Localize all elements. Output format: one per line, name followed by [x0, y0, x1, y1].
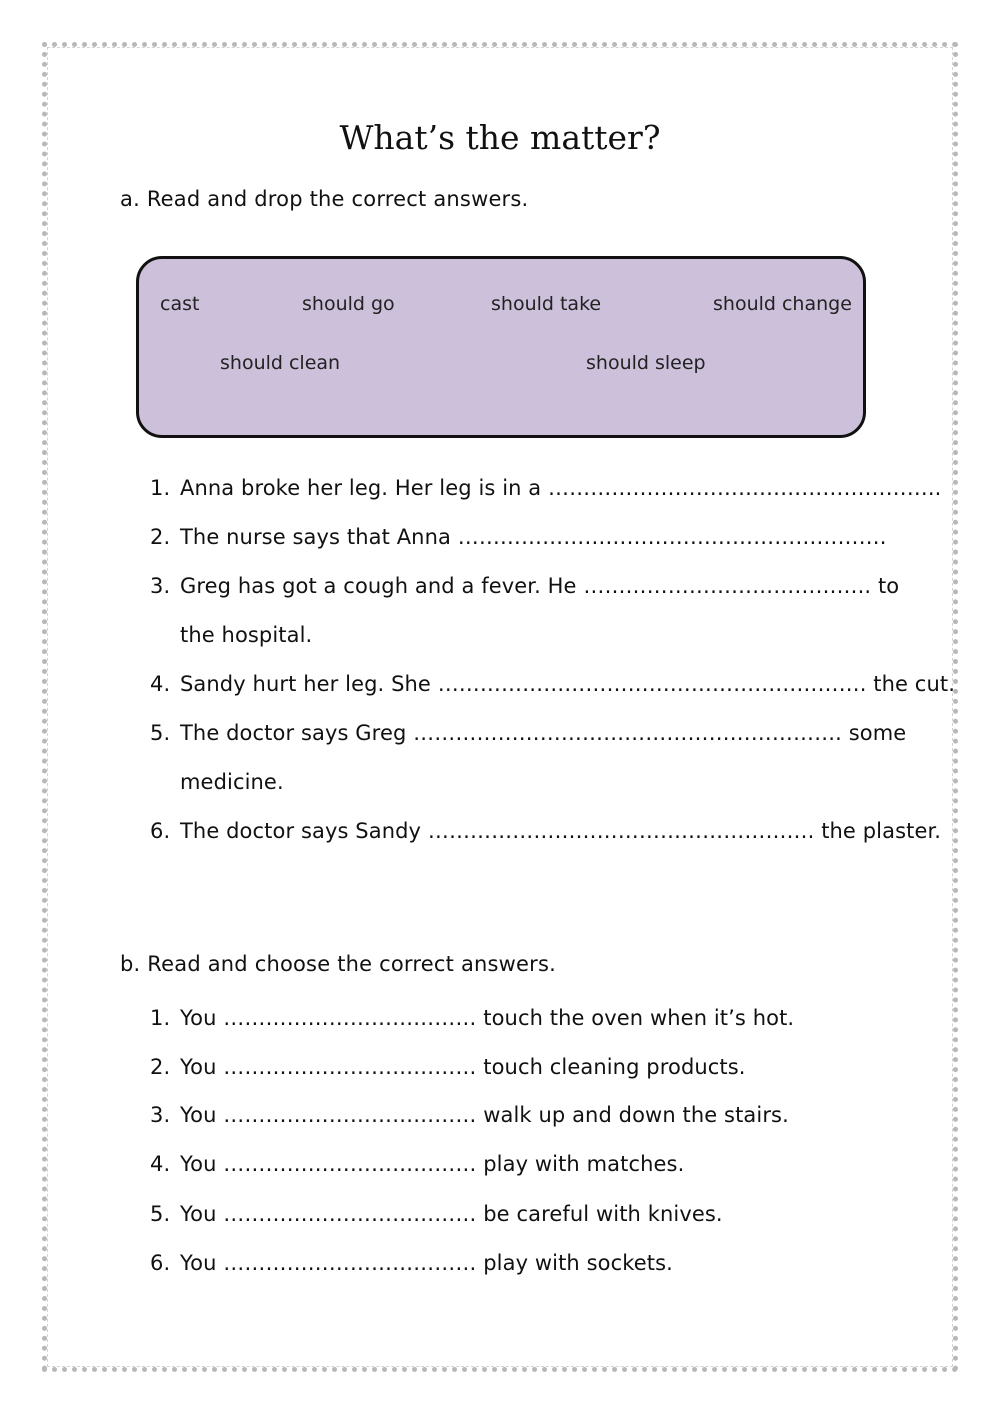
- question-b-4: [150, 1152, 684, 1176]
- question-text[interactable]: The doctor says Greg ……………………………………………………. some: [180, 721, 907, 745]
- word-bank-item[interactable]: should sleep: [586, 352, 706, 374]
- question-b-2: [150, 1055, 746, 1079]
- question-text[interactable]: Greg has got a cough and a fever. He ………………………………….. to: [180, 574, 900, 598]
- question-text[interactable]: You ……………………………… play with matches.: [180, 1152, 685, 1176]
- question-text[interactable]: You ……………………………… play with sockets.: [180, 1251, 673, 1275]
- question-number: 4.: [150, 1152, 171, 1176]
- word-bank-item[interactable]: cast: [160, 293, 200, 315]
- question-b-5: [150, 1202, 723, 1226]
- question-b-3: [150, 1103, 789, 1127]
- word-bank: [136, 256, 866, 438]
- question-text[interactable]: You ……………………………… walk up and down the stairs.: [180, 1103, 789, 1127]
- question-number: 4.: [150, 672, 171, 696]
- question-number: 2.: [150, 525, 171, 549]
- word-bank-item[interactable]: should change: [713, 293, 852, 315]
- question-number: 5.: [150, 721, 171, 745]
- question-a-6: [150, 819, 941, 843]
- question-a-5: [150, 721, 906, 745]
- question-text[interactable]: You ……………………………… touch cleaning products.: [180, 1055, 746, 1079]
- question-a-4: [150, 672, 955, 696]
- question-number: 3.: [150, 574, 171, 598]
- word-bank-item[interactable]: should go: [302, 293, 395, 315]
- question-a-3-continued: the hospital.: [180, 623, 313, 647]
- question-number: 6.: [150, 819, 171, 843]
- question-text[interactable]: Anna broke her leg. Her leg is in a ………………………………………………..: [180, 476, 942, 500]
- question-number: 3.: [150, 1103, 171, 1127]
- section-b-instruction: b. Read and choose the correct answers.: [120, 952, 557, 976]
- question-number: 1.: [150, 1006, 171, 1030]
- question-b-6: [150, 1251, 673, 1275]
- question-text[interactable]: You ……………………………… be careful with knives.: [180, 1202, 723, 1226]
- question-number: 1.: [150, 476, 171, 500]
- question-number: 2.: [150, 1055, 171, 1079]
- question-text[interactable]: You ……………………………… touch the oven when it’s hot.: [180, 1006, 795, 1030]
- section-a-instruction: a. Read and drop the correct answers.: [120, 187, 529, 211]
- question-a-1: [150, 476, 941, 500]
- page-title: What’s the matter?: [339, 118, 661, 157]
- question-text[interactable]: The nurse says that Anna …………………………………………………….: [180, 525, 887, 549]
- question-number: 5.: [150, 1202, 171, 1226]
- word-bank-item[interactable]: should clean: [220, 352, 341, 374]
- question-b-1: [150, 1006, 794, 1030]
- question-text[interactable]: The doctor says Sandy ………………………………………………. the plaster.: [180, 819, 942, 843]
- question-number: 6.: [150, 1251, 171, 1275]
- question-a-3: [150, 574, 899, 598]
- question-a-5-continued: medicine.: [180, 770, 284, 794]
- question-a-2: [150, 525, 887, 549]
- question-text[interactable]: Sandy hurt her leg. She ……………………………………………………. the cut.: [180, 672, 955, 696]
- word-bank-item[interactable]: should take: [491, 293, 602, 315]
